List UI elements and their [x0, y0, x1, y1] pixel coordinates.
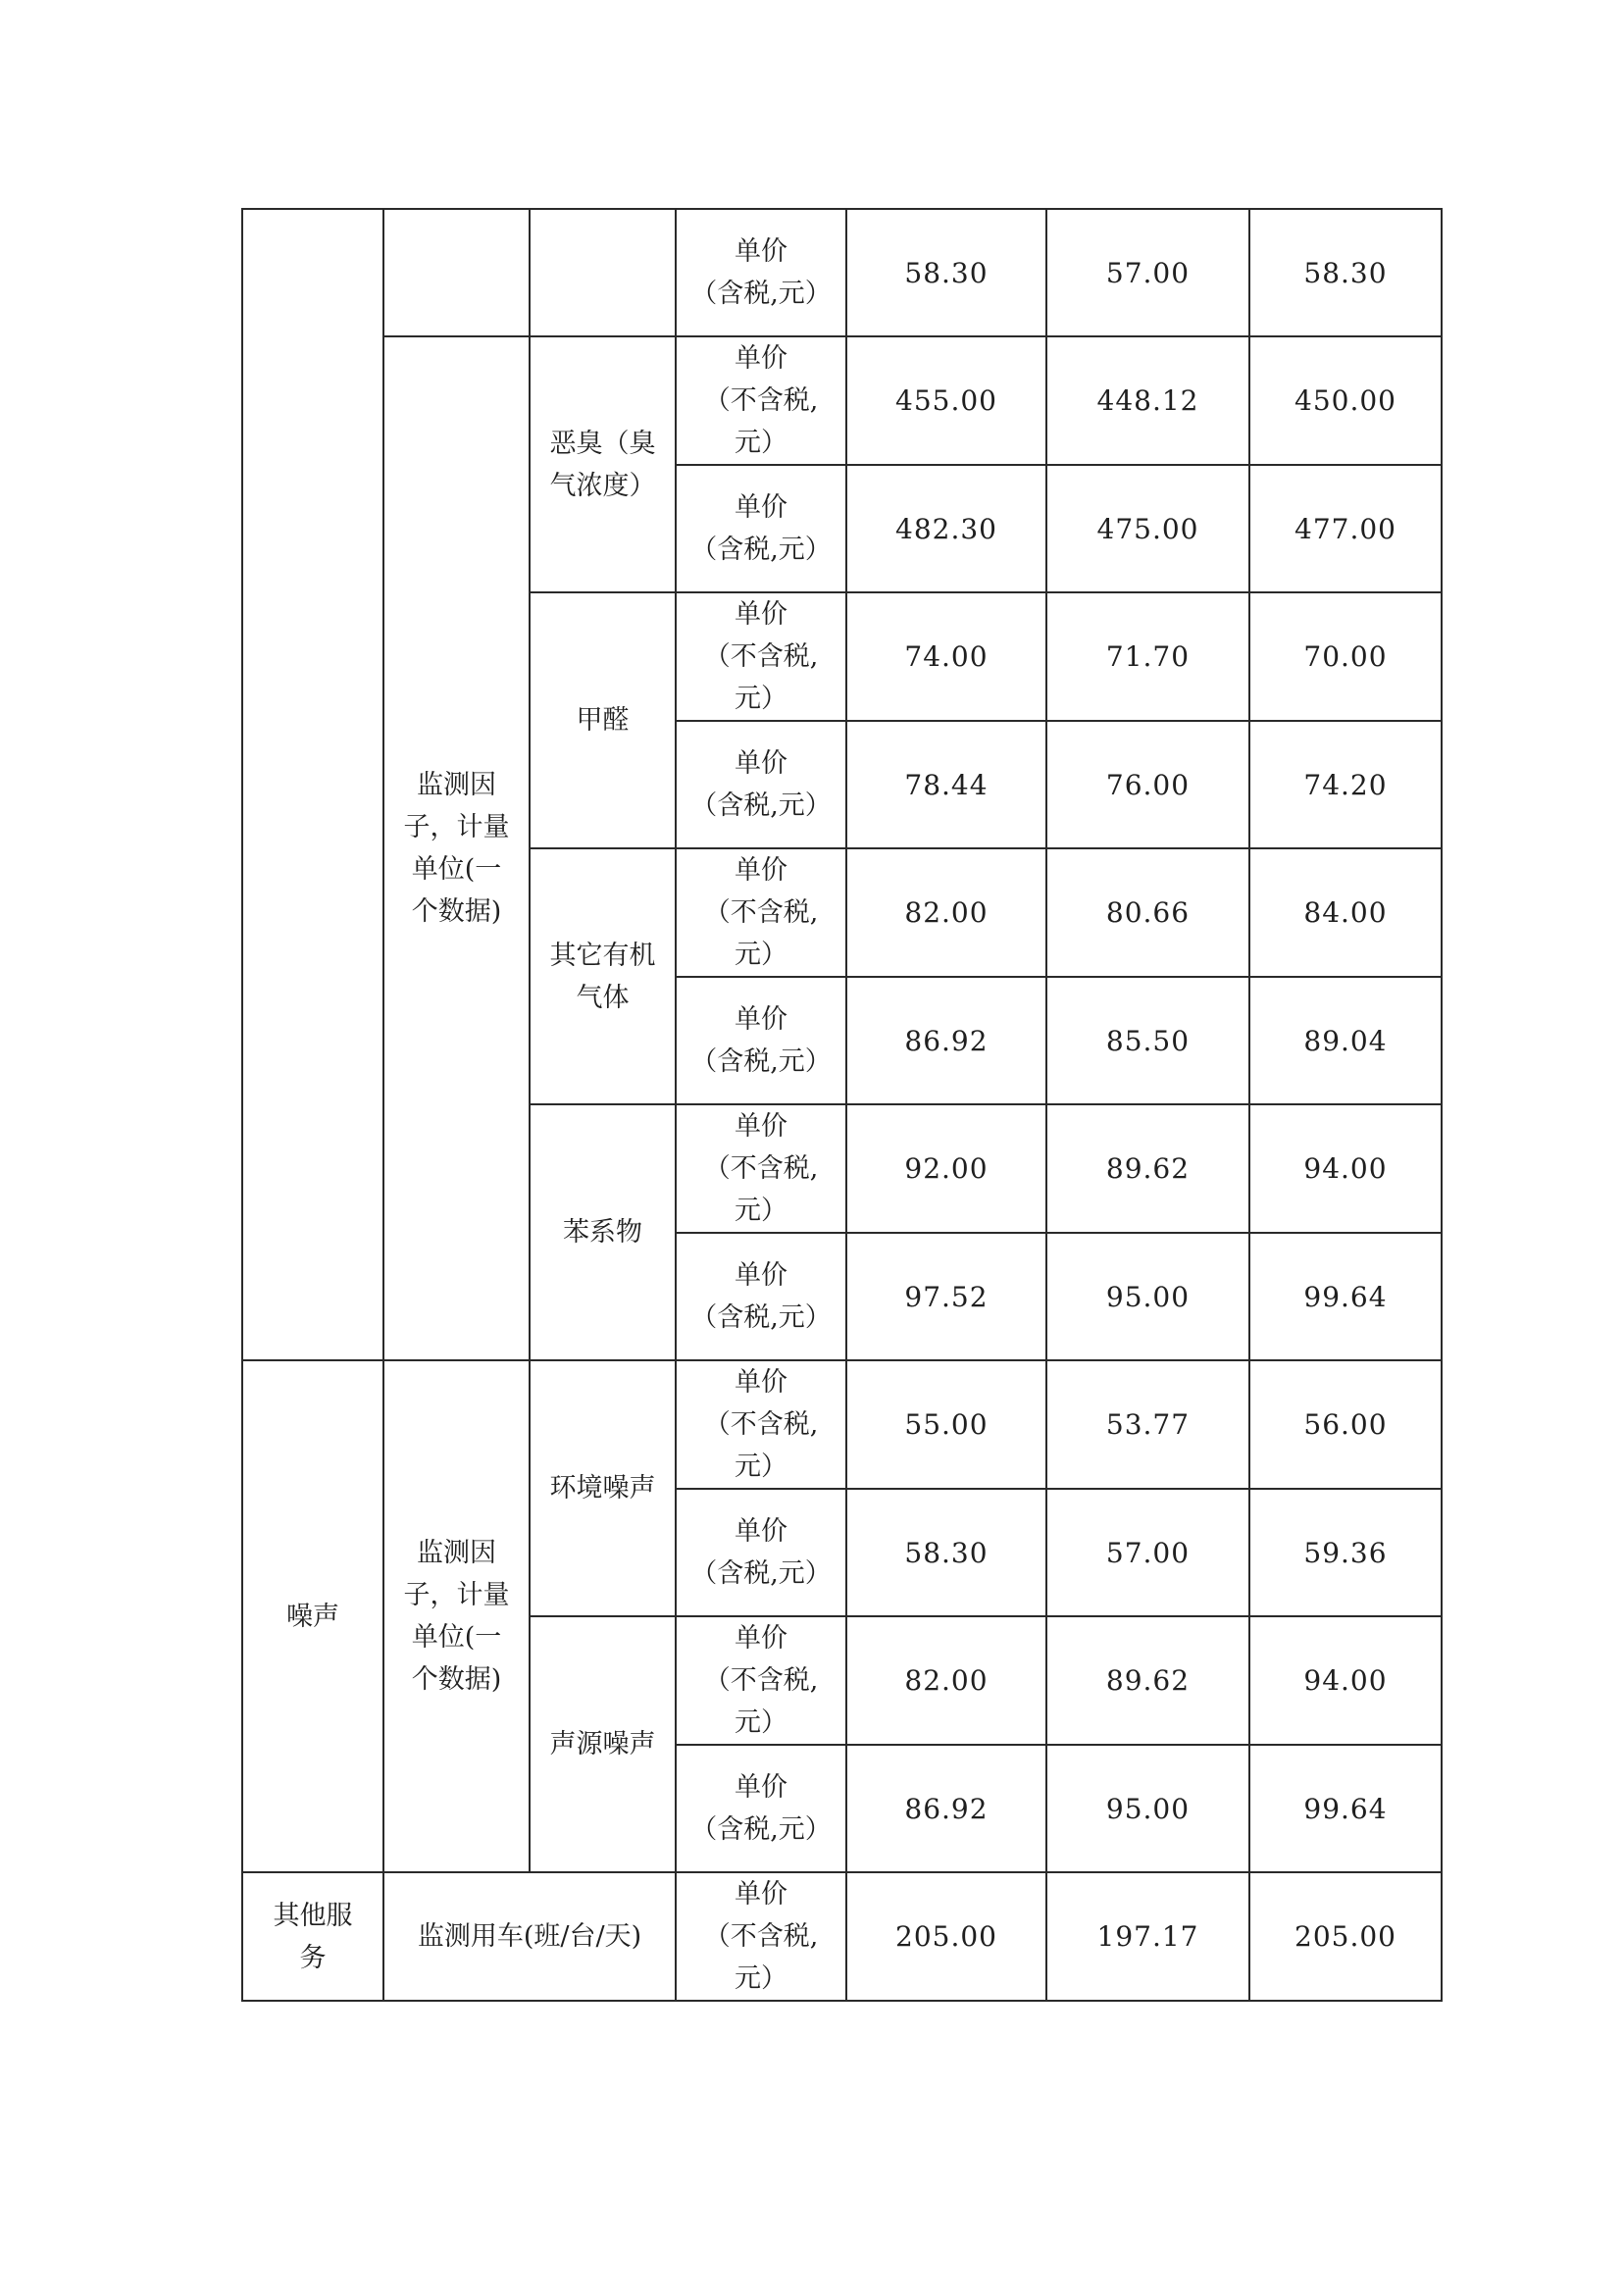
table-row: [242, 336, 1442, 465]
price-label-cell: 单价 （不含税, 元）: [676, 336, 846, 465]
category-cell: 其他服 务: [242, 1872, 383, 2001]
price-label-cell: 单价 （含税,元）: [676, 1233, 846, 1360]
item-name-cell: 其它有机 气体: [530, 848, 676, 1104]
table-row: [242, 1872, 1442, 2001]
price-value-cell: 455.00: [846, 336, 1046, 465]
price-label-cell: 单价 （含税,元）: [676, 721, 846, 848]
table-row: [242, 209, 1442, 336]
price-value-cell: 55.00: [846, 1360, 1046, 1489]
price-value-cell: 89.62: [1046, 1616, 1249, 1745]
indicator-cell: 监测因 子，计量 单位(一 个数据): [383, 1360, 530, 1872]
price-value-cell: 80.66: [1046, 848, 1249, 977]
price-value-cell: 89.04: [1249, 977, 1442, 1104]
price-value-cell: 58.30: [1249, 209, 1442, 336]
price-value-cell: 74.20: [1249, 721, 1442, 848]
price-value-cell: 70.00: [1249, 592, 1442, 721]
price-value-cell: 56.00: [1249, 1360, 1442, 1489]
indicator-cell: 监测因 子，计量 单位(一 个数据): [383, 336, 530, 1360]
indicator-cell-continued: [383, 209, 530, 336]
item-name-cell: 声源噪声: [530, 1616, 676, 1872]
item-name-cell: 监测用车(班/台/天): [383, 1872, 676, 2001]
price-value-cell: 71.70: [1046, 592, 1249, 721]
price-value-cell: 197.17: [1046, 1872, 1249, 2001]
price-label-cell: 单价 （不含税, 元）: [676, 1872, 846, 2001]
item-name-cell: 甲醛: [530, 592, 676, 848]
price-value-cell: 76.00: [1046, 721, 1249, 848]
price-value-cell: 82.00: [846, 848, 1046, 977]
price-value-cell: 58.30: [846, 209, 1046, 336]
price-value-cell: 482.30: [846, 465, 1046, 592]
price-value-cell: 448.12: [1046, 336, 1249, 465]
price-label-cell: 单价 （含税,元）: [676, 1489, 846, 1616]
price-value-cell: 477.00: [1249, 465, 1442, 592]
price-value-cell: 92.00: [846, 1104, 1046, 1233]
price-value-cell: 53.77: [1046, 1360, 1249, 1489]
price-value-cell: 205.00: [1249, 1872, 1442, 2001]
price-label-cell: 单价 （含税,元）: [676, 977, 846, 1104]
price-value-cell: 475.00: [1046, 465, 1249, 592]
price-value-cell: 94.00: [1249, 1104, 1442, 1233]
price-label-cell: 单价 （不含税, 元）: [676, 592, 846, 721]
price-label-cell: 单价 （不含税, 元）: [676, 1616, 846, 1745]
price-table: [241, 208, 1443, 2002]
price-value-cell: 84.00: [1249, 848, 1442, 977]
price-value-cell: 450.00: [1249, 336, 1442, 465]
price-value-cell: 94.00: [1249, 1616, 1442, 1745]
item-name-cell: 恶臭（臭 气浓度）: [530, 336, 676, 592]
price-value-cell: 89.62: [1046, 1104, 1249, 1233]
price-value-cell: 82.00: [846, 1616, 1046, 1745]
price-value-cell: 85.50: [1046, 977, 1249, 1104]
price-value-cell: 78.44: [846, 721, 1046, 848]
price-label-cell: 单价 （含税,元）: [676, 209, 846, 336]
price-value-cell: 57.00: [1046, 209, 1249, 336]
price-value-cell: 86.92: [846, 1745, 1046, 1872]
price-value-cell: 205.00: [846, 1872, 1046, 2001]
price-value-cell: 74.00: [846, 592, 1046, 721]
category-cell: 噪声: [242, 1360, 383, 1872]
price-value-cell: 59.36: [1249, 1489, 1442, 1616]
price-value-cell: 57.00: [1046, 1489, 1249, 1616]
price-value-cell: 99.64: [1249, 1745, 1442, 1872]
price-label-cell: 单价 （含税,元）: [676, 465, 846, 592]
price-value-cell: 95.00: [1046, 1745, 1249, 1872]
price-value-cell: 97.52: [846, 1233, 1046, 1360]
table-row: [242, 1360, 1442, 1489]
price-value-cell: 86.92: [846, 977, 1046, 1104]
price-label-cell: 单价 （不含税, 元）: [676, 1104, 846, 1233]
item-cell-continued: [530, 209, 676, 336]
price-value-cell: 99.64: [1249, 1233, 1442, 1360]
price-label-cell: 单价 （不含税, 元）: [676, 848, 846, 977]
item-name-cell: 苯系物: [530, 1104, 676, 1360]
category-cell-continued: [242, 209, 383, 1360]
price-value-cell: 58.30: [846, 1489, 1046, 1616]
item-name-cell: 环境噪声: [530, 1360, 676, 1616]
price-label-cell: 单价 （含税,元）: [676, 1745, 846, 1872]
price-label-cell: 单价 （不含税, 元）: [676, 1360, 846, 1489]
price-value-cell: 95.00: [1046, 1233, 1249, 1360]
